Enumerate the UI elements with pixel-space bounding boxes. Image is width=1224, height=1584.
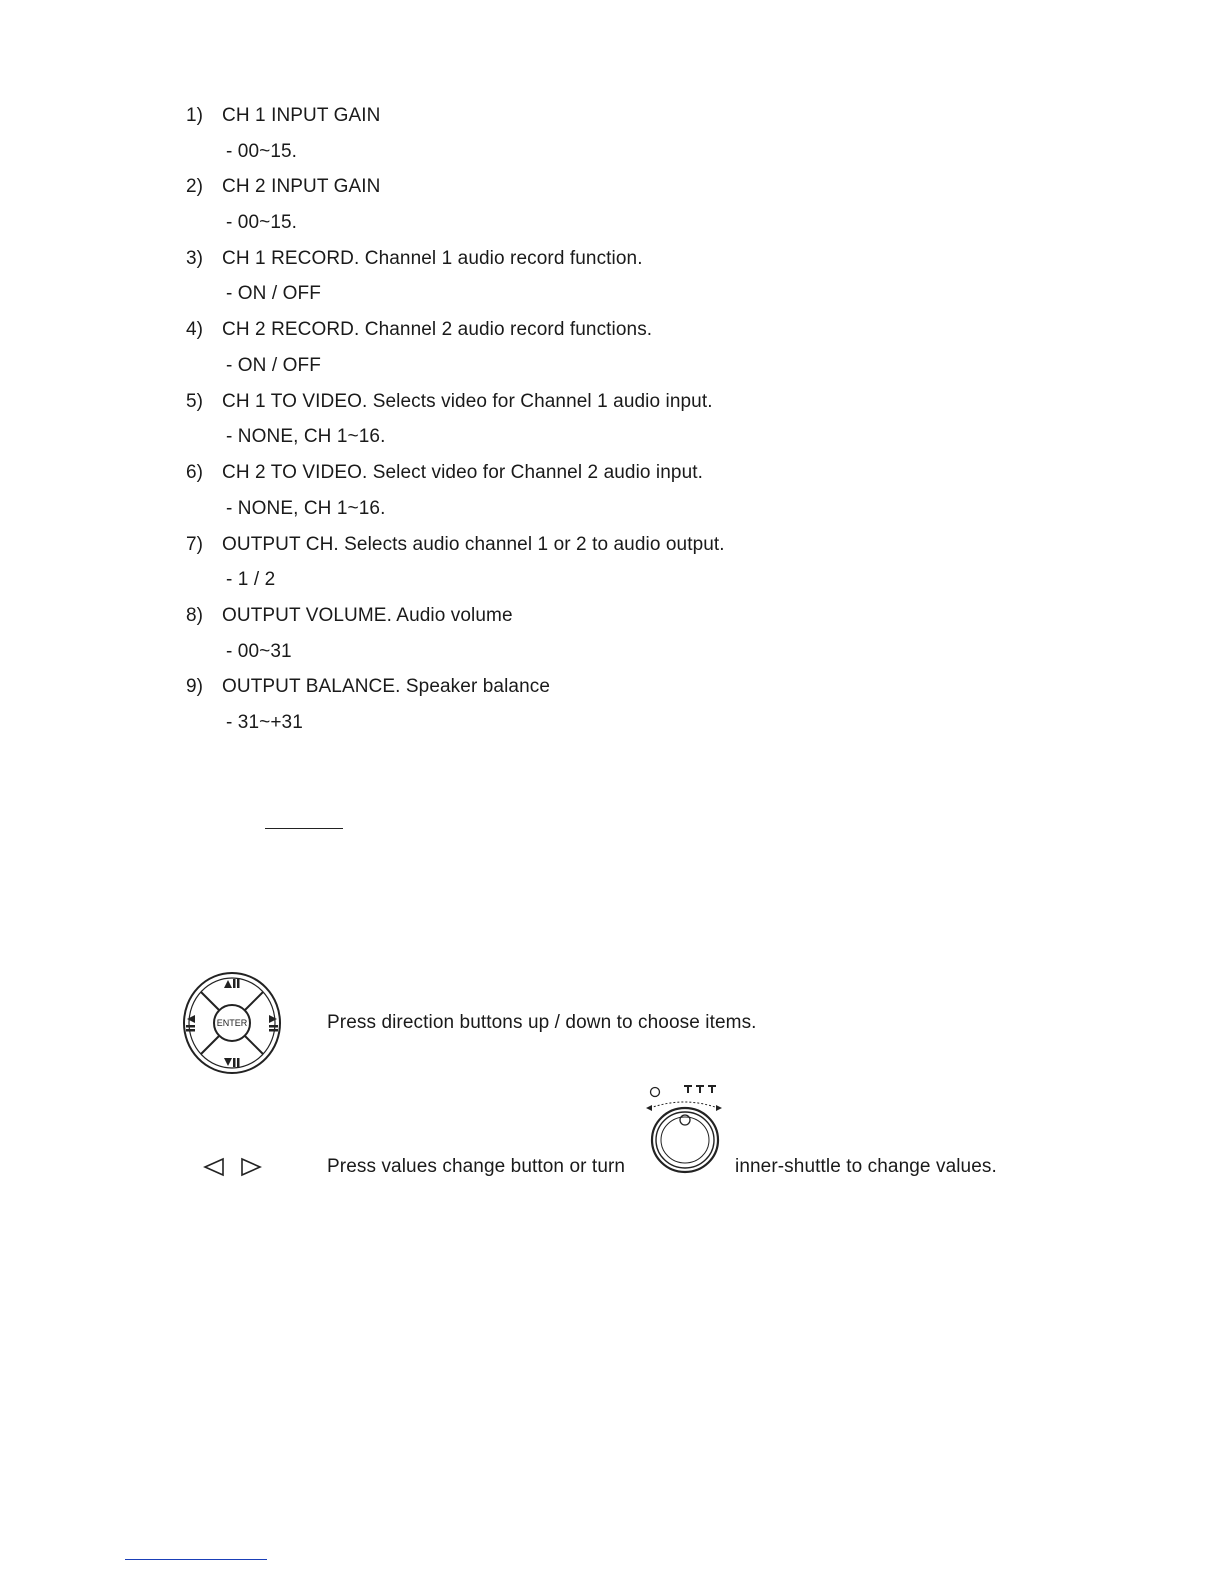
item-label: OUTPUT CH. Selects audio channel 1 or 2 to audio output. bbox=[222, 534, 725, 555]
item-number: 6) bbox=[186, 462, 204, 483]
item-number: 2) bbox=[186, 176, 204, 197]
item-label: CH 1 RECORD. Channel 1 audio record function. bbox=[222, 248, 643, 269]
item-number: 9) bbox=[186, 676, 204, 697]
item-range: - NONE, CH 1~16. bbox=[226, 426, 386, 447]
footer-rule bbox=[125, 1559, 267, 1560]
item-number: 1) bbox=[186, 105, 204, 126]
item-label: CH 1 TO VIDEO. Selects video for Channel 1 audio input. bbox=[222, 391, 713, 412]
item-range: - ON / OFF bbox=[226, 283, 321, 304]
item-number: 3) bbox=[186, 248, 204, 269]
item-range: - 00~31 bbox=[226, 641, 292, 662]
value-instruction-end: inner-shuttle to change values. bbox=[735, 1156, 997, 1177]
item-number: 5) bbox=[186, 391, 204, 412]
right-triangle-icon bbox=[240, 1157, 262, 1177]
enter-label: ENTER bbox=[216, 1018, 248, 1028]
item-range: - 1 / 2 bbox=[226, 569, 276, 590]
jog-shuttle-icon bbox=[644, 1082, 728, 1174]
item-range: - 31~+31 bbox=[226, 712, 303, 733]
item-range: - ON / OFF bbox=[226, 355, 321, 376]
item-range: - NONE, CH 1~16. bbox=[226, 498, 386, 519]
item-number: 7) bbox=[186, 534, 204, 555]
item-range: - 00~15. bbox=[226, 212, 298, 233]
item-label: CH 2 RECORD. Channel 2 audio record functions. bbox=[222, 319, 653, 340]
item-label: CH 2 INPUT GAIN bbox=[222, 176, 381, 197]
item-range: - 00~15. bbox=[226, 141, 298, 162]
item-label: OUTPUT BALANCE. Speaker balance bbox=[222, 676, 551, 697]
item-label: OUTPUT VOLUME. Audio volume bbox=[222, 605, 513, 626]
item-number: 8) bbox=[186, 605, 204, 626]
direction-instruction: Press direction buttons up / down to choose items. bbox=[327, 1012, 757, 1033]
direction-pad-icon bbox=[181, 970, 283, 1076]
value-instruction-start: Press values change button or turn bbox=[327, 1156, 626, 1177]
item-label: CH 2 TO VIDEO. Select video for Channel 2 audio input. bbox=[222, 462, 704, 483]
left-triangle-icon bbox=[203, 1157, 225, 1177]
item-label: CH 1 INPUT GAIN bbox=[222, 105, 381, 126]
item-number: 4) bbox=[186, 319, 204, 340]
divider-rule bbox=[265, 828, 343, 829]
